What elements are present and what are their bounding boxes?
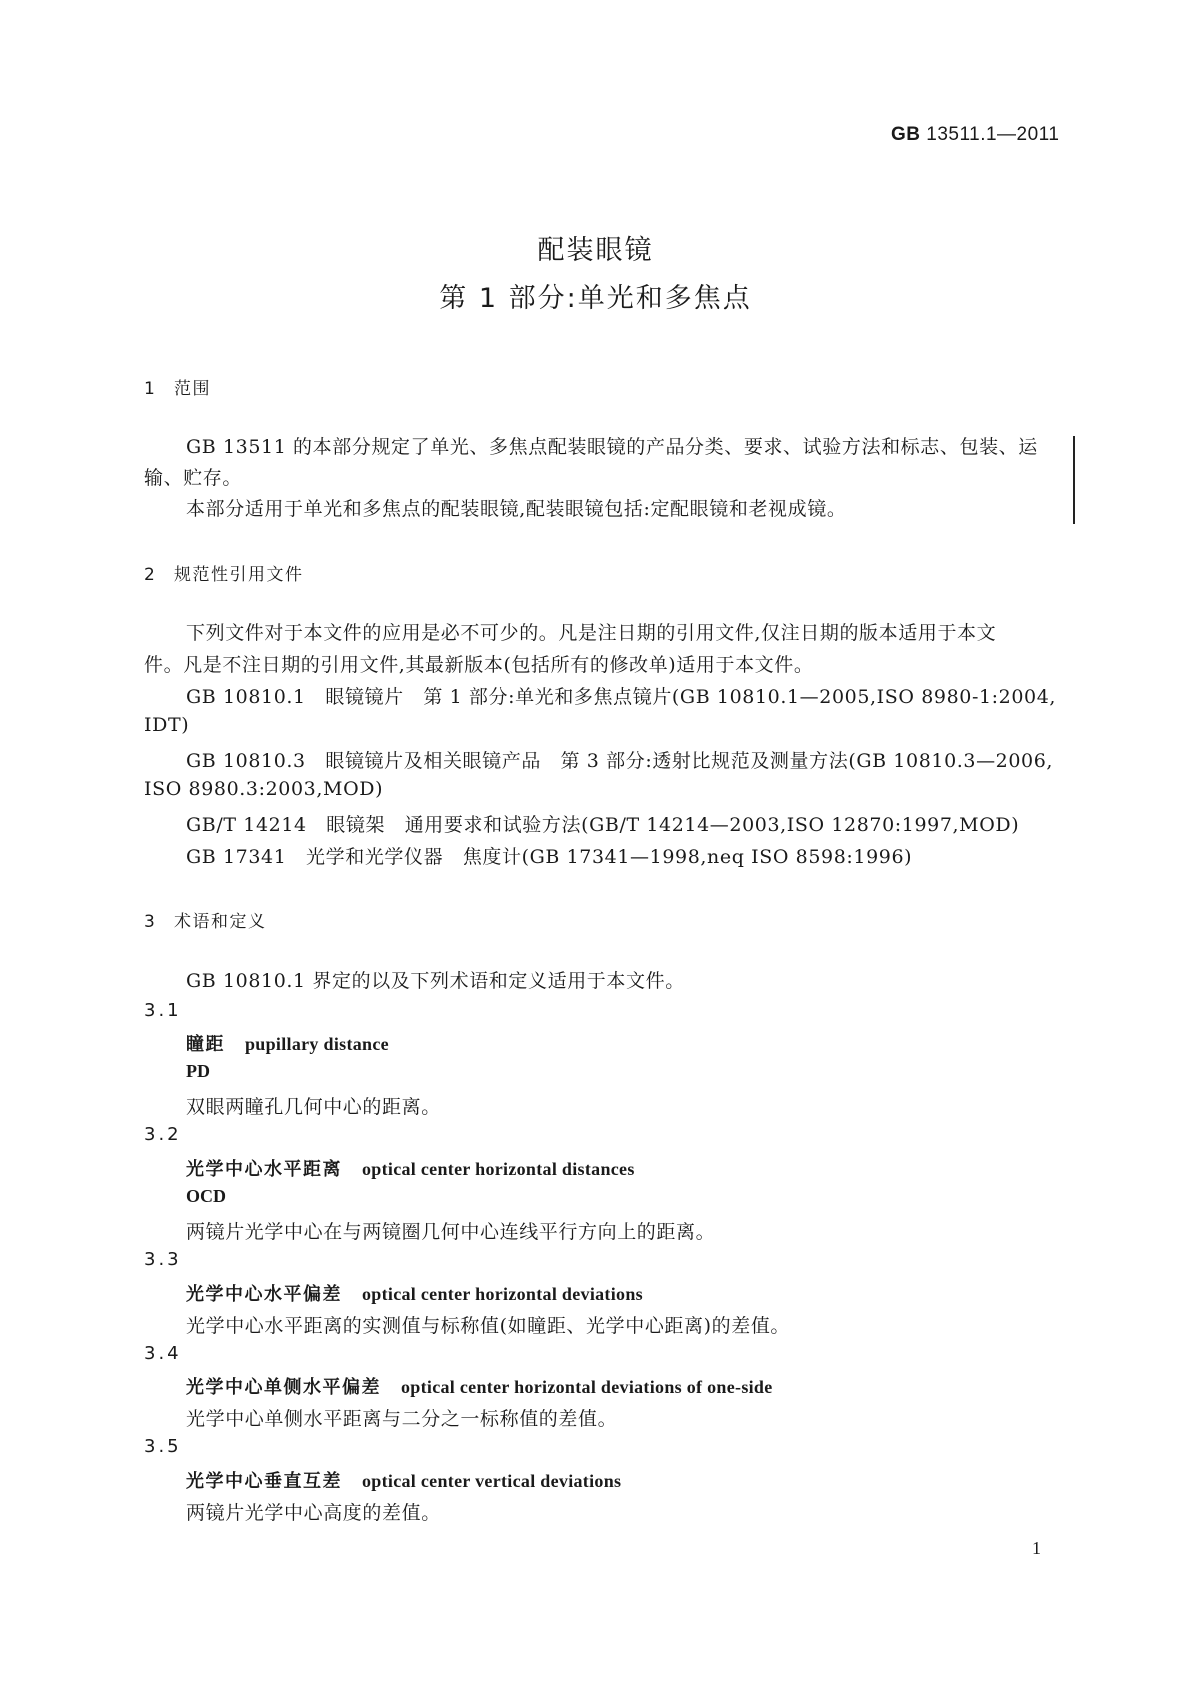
section-title: 术语和定义 — [174, 912, 267, 932]
term-en: optical center horizontal distances — [362, 1159, 635, 1179]
document-subtitle: 第 1 部分:单光和多焦点 — [439, 283, 752, 314]
section-heading-terms — [144, 907, 267, 932]
term-zh: 光学中心水平距离 — [186, 1159, 342, 1180]
term-number: 3.2 — [144, 1124, 182, 1145]
standard-number — [891, 124, 1059, 146]
term-entry — [186, 1030, 389, 1056]
section-heading-scope — [144, 374, 211, 399]
terms-intro: GB 10810.1 界定的以及下列术语和定义适用于本文件。 — [186, 970, 685, 992]
term-zh: 光学中心单侧水平偏差 — [186, 1377, 381, 1398]
term-zh: 光学中心水平偏差 — [186, 1284, 342, 1305]
section-heading-normative-references — [144, 560, 304, 585]
standard-prefix: GB — [891, 124, 921, 145]
refs-intro-line-2: 件。凡是不注日期的引用文件,其最新版本(包括所有的修改单)适用于本文件。 — [144, 654, 814, 676]
term-abbreviation: PD — [186, 1061, 210, 1081]
page-number: 1 — [1032, 1538, 1041, 1558]
term-definition: 双眼两瞳孔几何中心的距离。 — [186, 1096, 441, 1118]
term-entry — [186, 1373, 773, 1399]
standard-code: 13511.1—2011 — [926, 124, 1060, 145]
change-bar — [1073, 436, 1075, 524]
term-number: 3.4 — [144, 1343, 182, 1364]
scope-text-1: GB 13511 的本部分规定了单光、多焦点配装眼镜的产品分类、要求、试验方法和标志、包装、运输、贮存。 — [144, 436, 1038, 489]
refs-intro-line-1: 下列文件对于本文件的应用是必不可少的。凡是注日期的引用文件,仅注日期的版本适用于本文 — [186, 622, 997, 644]
term-entry — [186, 1155, 635, 1181]
section-title: 规范性引用文件 — [174, 565, 304, 585]
ref-gb17341: GB 17341 光学和光学仪器 焦度计(GB 17341—1998,neq ISO 8598:1996) — [186, 846, 913, 868]
ref-gb10810-1-cont: IDT) — [144, 714, 190, 736]
scope-paragraph-1 — [144, 432, 1066, 494]
term-zh: 瞳距 — [186, 1034, 225, 1055]
ref-gbt14214: GB/T 14214 眼镜架 通用要求和试验方法(GB/T 14214—2003,ISO 12870:1997,MOD) — [186, 814, 1020, 836]
term-number: 3.3 — [144, 1249, 182, 1270]
scope-paragraph-2: 本部分适用于单光和多焦点的配装眼镜,配装眼镜包括:定配眼镜和老视成镜。 — [186, 498, 847, 520]
term-number: 3.5 — [144, 1436, 182, 1457]
ref-gb10810-3-cont: ISO 8980.3:2003,MOD) — [144, 778, 384, 800]
term-en: optical center horizontal deviations of one-side — [401, 1377, 773, 1397]
term-en: pupillary distance — [245, 1034, 389, 1054]
term-entry — [186, 1280, 643, 1306]
term-definition: 两镜片光学中心在与两镜圈几何中心连线平行方向上的距离。 — [186, 1221, 716, 1243]
document-title: 配装眼镜 — [537, 235, 654, 266]
term-entry — [186, 1467, 621, 1493]
term-zh: 光学中心垂直互差 — [186, 1471, 342, 1492]
ref-gb10810-3: GB 10810.3 眼镜镜片及相关眼镜产品 第 3 部分:透射比规范及测量方法(GB 10810.3—2006, — [186, 750, 1054, 772]
section-number: 2 — [144, 565, 157, 585]
section-number: 1 — [144, 379, 157, 399]
ref-gb10810-1: GB 10810.1 眼镜镜片 第 1 部分:单光和多焦点镜片(GB 10810.1—2005,ISO 8980-1:2004, — [186, 686, 1057, 708]
term-definition: 光学中心水平距离的实测值与标称值(如瞳距、光学中心距离)的差值。 — [186, 1315, 791, 1337]
term-number: 3.1 — [144, 1000, 182, 1021]
term-en: optical center vertical deviations — [362, 1471, 622, 1491]
section-number: 3 — [144, 912, 157, 932]
term-definition: 两镜片光学中心高度的差值。 — [186, 1502, 441, 1524]
term-en: optical center horizontal deviations — [362, 1284, 643, 1304]
term-abbreviation: OCD — [186, 1186, 226, 1206]
section-title: 范围 — [174, 379, 211, 399]
term-definition: 光学中心单侧水平距离与二分之一标称值的差值。 — [186, 1408, 618, 1430]
